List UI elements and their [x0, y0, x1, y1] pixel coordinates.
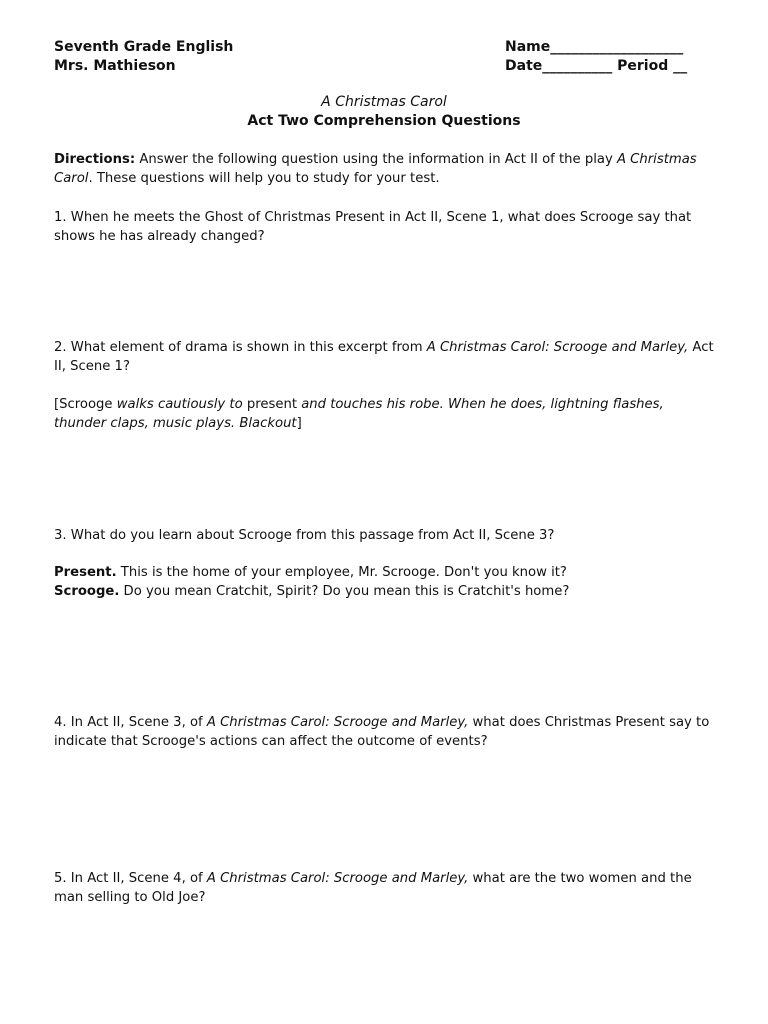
question-3: 3. What do you learn about Scrooge from this passage from Act II, Scene 3? — [54, 528, 555, 543]
dialogue-text-1: This is the home of your employee, Mr. Scrooge. Don't you know it? — [116, 565, 567, 580]
question-4 — [54, 713, 714, 751]
worksheet-subtitle: Act Two Comprehension Questions — [247, 113, 521, 129]
question-5-play-title: A Christmas Carol: Scrooge and Marley, — [206, 871, 469, 886]
date-period-line — [505, 57, 687, 76]
question-4-text-end: what does Christmas Present say to indicate that Scrooge's actions can affect the outcome of events? — [54, 715, 710, 749]
excerpt-open: [Scrooge — [54, 397, 117, 412]
directions-text-2: . These questions will help you to study for your test. — [88, 171, 440, 186]
worksheet-title: A Christmas Carol — [321, 94, 447, 110]
directions-text: Answer the following question using the information in Act II of the play — [135, 152, 617, 167]
date-field: Date__________ — [505, 58, 613, 74]
speaker-scrooge: Scrooge. — [54, 584, 120, 599]
excerpt-stage-direction-2: and touches his robe. When he does, lightning flashes, thunder claps, music plays. Blackout — [54, 397, 664, 431]
question-4-text: 4. In Act II, Scene 3, of — [54, 715, 207, 730]
question-4-play-title: A Christmas Carol: Scrooge and Marley, — [206, 715, 469, 730]
directions-label: Directions: — [54, 152, 136, 167]
dialogue-line-1 — [54, 563, 714, 582]
question-2-play-title: A Christmas Carol: Scrooge and Marley, — [426, 340, 689, 355]
student-name-field: Name___________________ — [505, 39, 684, 55]
excerpt-close: ] — [296, 416, 302, 431]
question-1: 1. When he meets the Ghost of Christmas Present in Act II, Scene 1, what does Scrooge say that shows he has already changed? — [54, 210, 692, 244]
directions — [54, 150, 714, 188]
teacher-name: Mrs. Mathieson — [54, 58, 176, 74]
directions-play-title: A Christmas Carol — [54, 152, 697, 186]
question-5 — [54, 869, 714, 907]
question-5-text: 5. In Act II, Scene 4, of — [54, 871, 207, 886]
course-name: Seventh Grade English — [54, 39, 234, 55]
question-5-text-end: what are the two women and the man selling to Old Joe? — [54, 871, 692, 905]
question-2-text: 2. What element of drama is shown in this excerpt from — [54, 340, 427, 355]
excerpt-mid: present — [242, 397, 302, 412]
question-2-excerpt — [54, 395, 714, 433]
question-2-text-end: Act II, Scene 1? — [54, 340, 714, 374]
dialogue-text-2: Do you mean Cratchit, Spirit? Do you mean this is Cratchit's home? — [119, 584, 570, 599]
dialogue-line-2 — [54, 582, 714, 601]
excerpt-stage-direction-1: walks cautiously to — [116, 397, 243, 412]
speaker-present: Present. — [54, 565, 117, 580]
period-field: Period __ — [617, 58, 688, 74]
question-2 — [54, 338, 714, 376]
